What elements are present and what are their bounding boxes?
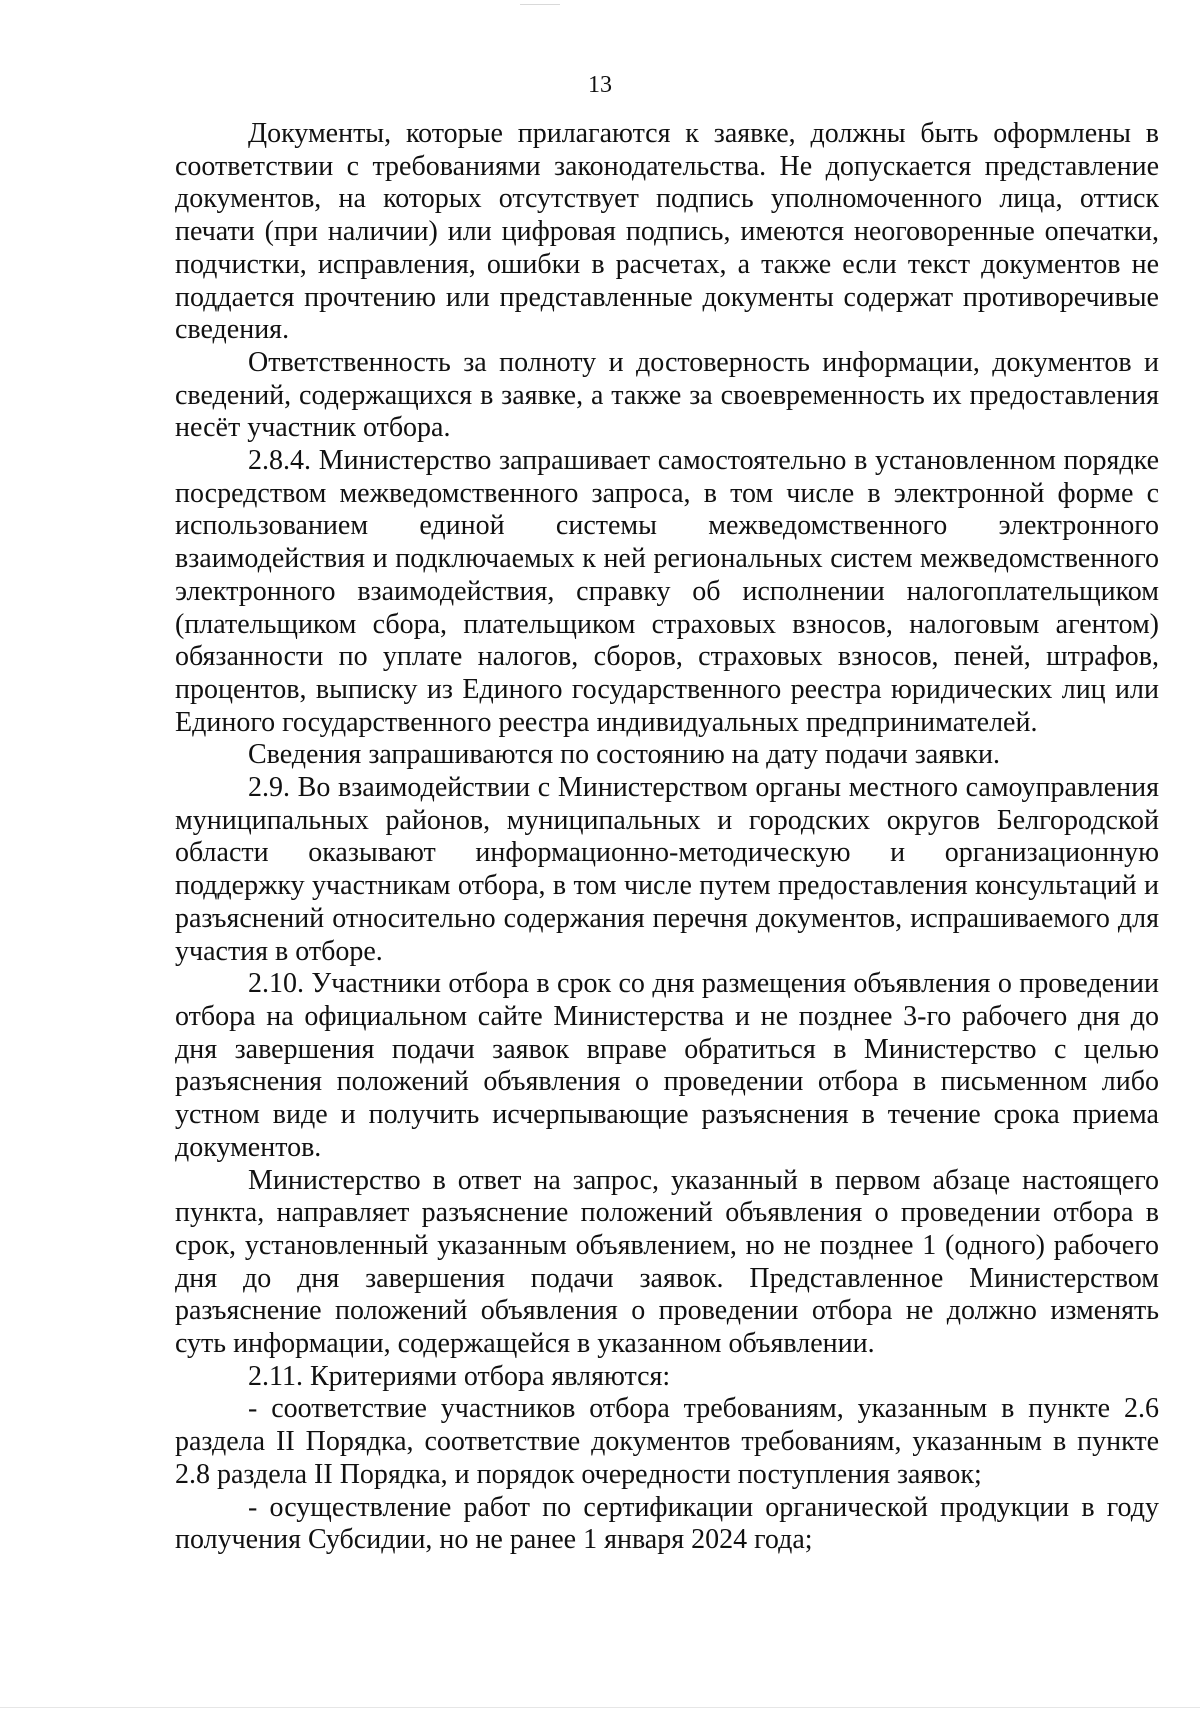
scan-artifact-bottom — [0, 1707, 1200, 1708]
paragraph-responsibility: Ответственность за полноту и достоверность информации, документов и сведений, содержащихся в заявке, а также за своевременность их предоставления несёт участник отбора. — [175, 346, 1159, 444]
paragraph-2-8-4: 2.8.4. Министерство запрашивает самостоятельно в установленном порядке посредством межведомственного запроса, в том числе в электронной форме с использованием единой системы межведомственного электронного взаимодействия и подключаемых к ней региональных систем межведомственного электронного взаимодействия, справку об исполнении налогоплательщиком (плательщиком сбора, плательщиком страховых взносов, налоговым агентом) обязанности по уплате налогов, сборов, страховых взносов, пеней, штрафов, процентов, выписку из Единого государственного реестра юридических лиц или Единого государственного реестра индивидуальных предпринимателей. — [175, 445, 1159, 738]
scan-artifact-top — [520, 4, 560, 5]
paragraph-info-request-date: Сведения запрашиваются по состоянию на дату подачи заявки. — [248, 739, 1000, 771]
paragraph-2-9: 2.9. Во взаимодействии с Министерством органы местного самоуправления муниципальных районов, муниципальных и городских округов Белгородской области оказывают информационно-методическую и организационную поддержку участникам отбора, в том числе путем предоставления консультаций и разъяснений относительно содержания перечня документов, испрашиваемого для участия в отборе. — [175, 772, 1159, 967]
list-item-criterion-2: - осуществление работ по сертификации органической продукции в году получения Субсидии, но не ранее 1 января 2024 года; — [175, 1491, 1159, 1556]
page-number: 13 — [588, 72, 612, 98]
paragraph-ministry-response: Министерство в ответ на запрос, указанный в первом абзаце настоящего пункта, направляет разъяснение положений объявления о проведении отбора в срок, установленный указанным объявлением, но не позднее 1 (одного) рабочего дня до дня завершения подачи заявок. Представленное Министерством разъяснение положений объявления о проведении отбора не должно изменять суть информации, содержащейся в указанном объявлении. — [175, 1164, 1159, 1360]
paragraph-documents-requirements: Документы, которые прилагаются к заявке, должны быть оформлены в соответствии с требованиями законодательства. Не допускается представление документов, на которых отсутствует подпись уполномоченного лица, оттиск печати (при наличии) или цифровая подпись, имеются неоговоренные опечатки, подчистки, исправления, ошибки в расчетах, а также если текст документов не поддается прочтению или представленные документы содержат противоречивые сведения. — [175, 118, 1159, 346]
document-body — [175, 118, 1159, 1557]
paragraph-2-11: 2.11. Критериями отбора являются: — [248, 1360, 671, 1392]
list-item-criterion-1: - соответствие участников отбора требованиям, указанным в пункте 2.6 раздела II Порядка, соответствие документов требованиям, указанным в пункте 2.8 раздела II Порядка, и порядок очередности поступления заявок; — [175, 1393, 1159, 1490]
paragraph-2-10: 2.10. Участники отбора в срок со дня размещения объявления о проведении отбора на официальном сайте Министерства и не позднее 3-го рабочего дня до дня завершения подачи заявок вправе обратиться в Министерство с целью разъяснения положений объявления о проведении отбора в письменном либо устном виде и получить исчерпывающие разъяснения в течение срока приема документов. — [175, 968, 1159, 1163]
